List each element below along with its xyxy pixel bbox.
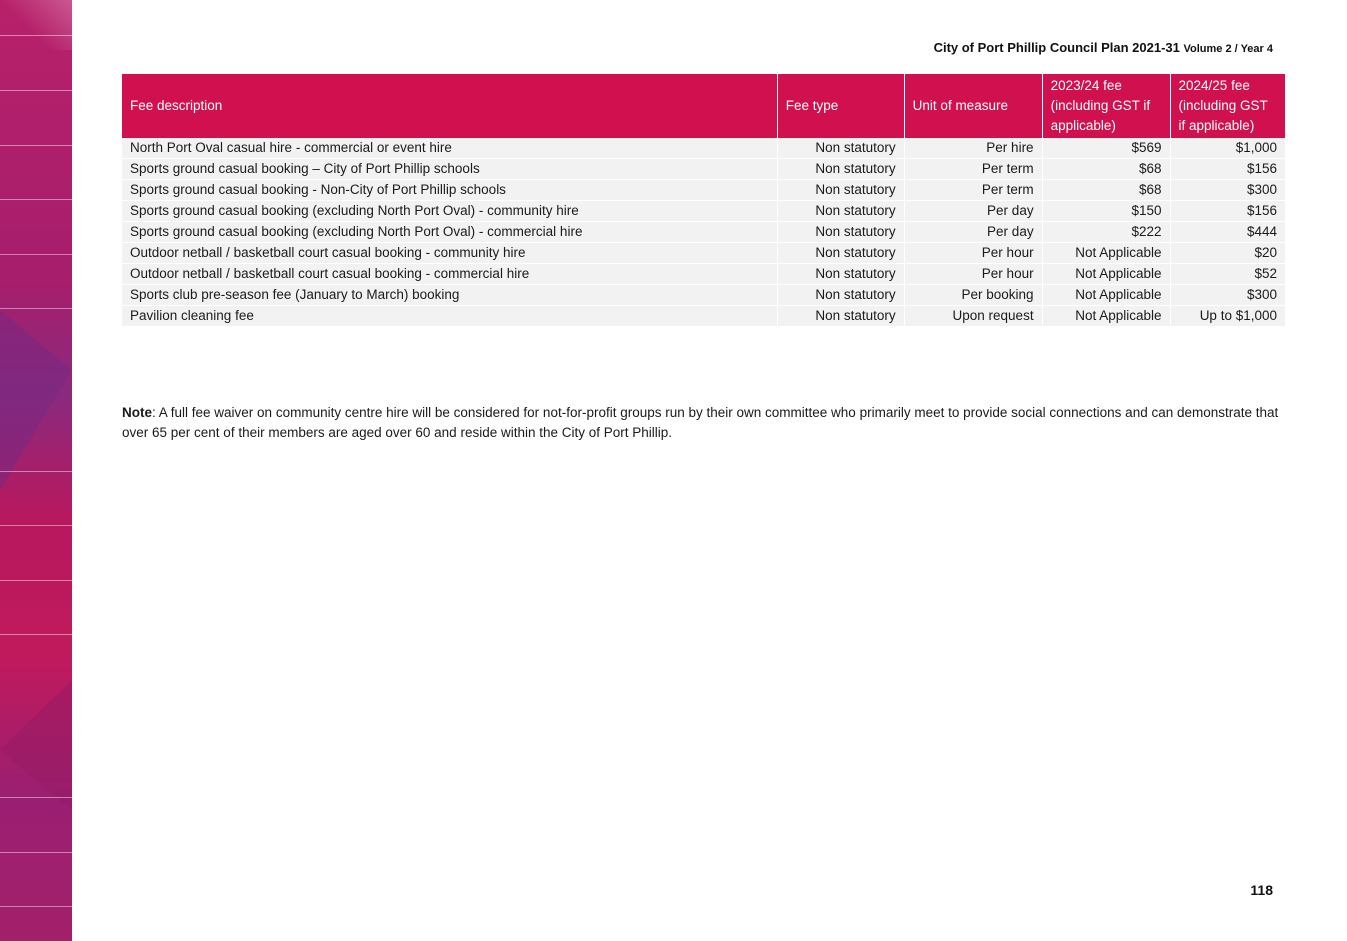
cell-fee-2024-25: $20: [1170, 243, 1285, 264]
cell-fee-description: Sports ground casual booking – City of Port Phillip schools: [122, 159, 777, 180]
cell-unit-of-measure: Per hour: [904, 243, 1042, 264]
cell-fee-type: Non statutory: [777, 264, 904, 285]
table-header-row: [122, 74, 1285, 138]
cell-fee-type: Non statutory: [777, 306, 904, 327]
cell-fee-2024-25: $156: [1170, 159, 1285, 180]
cell-fee-2024-25: Up to $1,000: [1170, 306, 1285, 327]
cell-fee-2023-24: $222: [1042, 222, 1170, 243]
cell-fee-2024-25: $300: [1170, 180, 1285, 201]
table-row: [122, 243, 1285, 264]
table-row: [122, 159, 1285, 180]
cell-fee-2024-25: $1,000: [1170, 138, 1285, 159]
table-row: [122, 201, 1285, 222]
table-row: [122, 222, 1285, 243]
fee-table: [122, 74, 1285, 327]
cell-fee-type: Non statutory: [777, 180, 904, 201]
cell-fee-2024-25: $52: [1170, 264, 1285, 285]
cell-unit-of-measure: Per hire: [904, 138, 1042, 159]
page-number: 118: [1250, 882, 1273, 898]
note-text: : A full fee waiver on community centre hire will be considered for not-for-profit groups run by their own committee who primarily meet to provide social connections and can demonstrate that over 65 per cent of their members are aged over 60 and reside within the City of Port Phillip.: [122, 405, 1279, 440]
cell-fee-2023-24: $569: [1042, 138, 1170, 159]
cell-fee-type: Non statutory: [777, 138, 904, 159]
cell-unit-of-measure: Per booking: [904, 285, 1042, 306]
cell-fee-2023-24: $150: [1042, 201, 1170, 222]
cell-unit-of-measure: Per term: [904, 159, 1042, 180]
cell-unit-of-measure: Per hour: [904, 264, 1042, 285]
cell-unit-of-measure: Per term: [904, 180, 1042, 201]
cell-fee-2024-25: $444: [1170, 222, 1285, 243]
column-header-unit-of-measure: Unit of measure: [904, 74, 1042, 138]
cell-fee-2023-24: Not Applicable: [1042, 306, 1170, 327]
cell-fee-2023-24: Not Applicable: [1042, 285, 1170, 306]
table-note: [122, 403, 1282, 443]
cell-fee-description: Sports club pre-season fee (January to March) booking: [122, 285, 777, 306]
cell-fee-type: Non statutory: [777, 159, 904, 180]
cell-fee-2024-25: $156: [1170, 201, 1285, 222]
cell-fee-2023-24: $68: [1042, 180, 1170, 201]
cell-fee-description: Sports ground casual booking - Non-City of Port Phillip schools: [122, 180, 777, 201]
cell-fee-type: Non statutory: [777, 243, 904, 264]
cell-fee-description: North Port Oval casual hire - commercial or event hire: [122, 138, 777, 159]
cell-fee-description: Pavilion cleaning fee: [122, 306, 777, 327]
column-header-fee-type: Fee type: [777, 74, 904, 138]
table-row: [122, 180, 1285, 201]
cell-fee-description: Sports ground casual booking (excluding North Port Oval) - community hire: [122, 201, 777, 222]
column-header-2023-24-fee: 2023/24 fee (including GST if applicable): [1042, 74, 1170, 138]
cell-unit-of-measure: Per day: [904, 201, 1042, 222]
cell-fee-description: Outdoor netball / basketball court casual booking - commercial hire: [122, 264, 777, 285]
column-header-fee-description: Fee description: [122, 74, 777, 138]
cell-fee-description: Outdoor netball / basketball court casual booking - community hire: [122, 243, 777, 264]
cell-unit-of-measure: Per day: [904, 222, 1042, 243]
table-row: [122, 138, 1285, 159]
table-row: [122, 306, 1285, 327]
cell-fee-2024-25: $300: [1170, 285, 1285, 306]
cell-fee-description: Sports ground casual booking (excluding North Port Oval) - commercial hire: [122, 222, 777, 243]
table-row: [122, 264, 1285, 285]
cell-fee-2023-24: Not Applicable: [1042, 264, 1170, 285]
document-header: [934, 40, 1273, 55]
note-label: Note: [122, 405, 152, 420]
cell-fee-type: Non statutory: [777, 201, 904, 222]
table-row: [122, 285, 1285, 306]
decorative-side-band: [0, 0, 72, 941]
cell-unit-of-measure: Upon request: [904, 306, 1042, 327]
document-title: City of Port Phillip Council Plan 2021-31: [933, 40, 1180, 55]
cell-fee-2023-24: $68: [1042, 159, 1170, 180]
document-subtitle: Volume 2 / Year 4: [1183, 43, 1273, 55]
cell-fee-2023-24: Not Applicable: [1042, 243, 1170, 264]
column-header-2024-25-fee: 2024/25 fee (including GST if applicable): [1170, 74, 1285, 138]
cell-fee-type: Non statutory: [777, 222, 904, 243]
cell-fee-type: Non statutory: [777, 285, 904, 306]
